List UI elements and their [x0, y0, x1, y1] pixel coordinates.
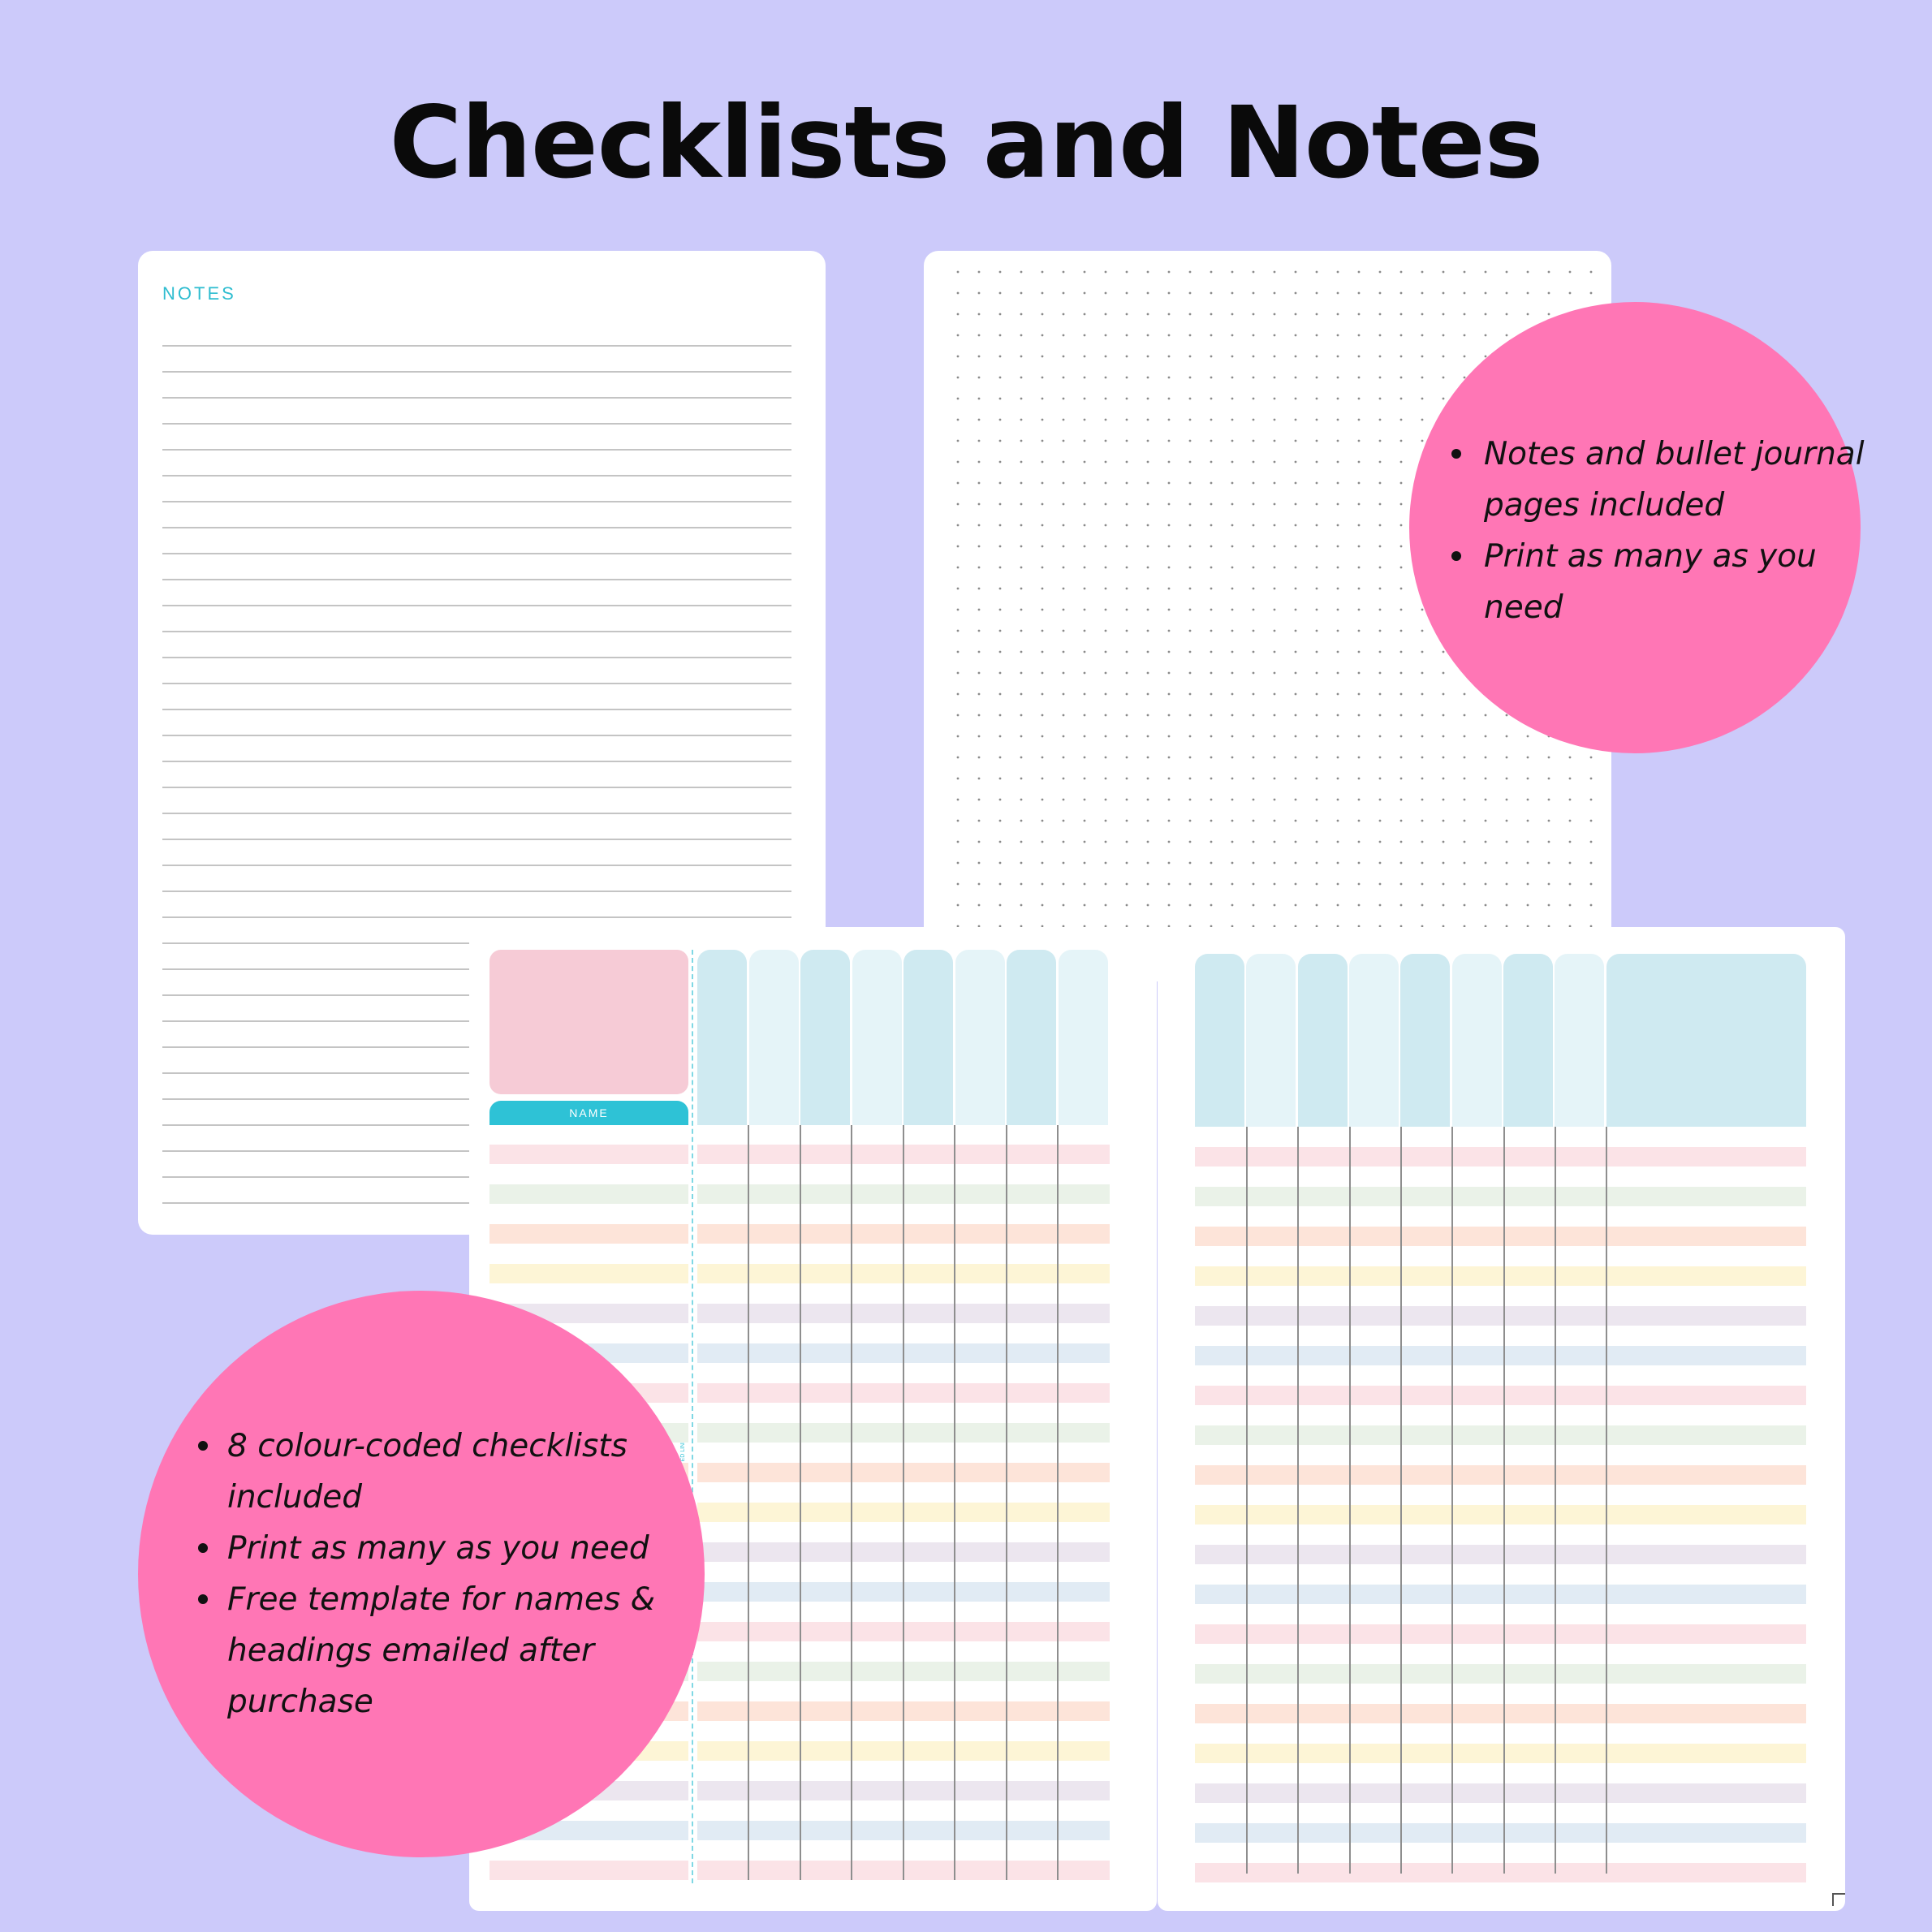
checklist-row [1195, 1425, 1806, 1445]
checklist-row [1195, 1585, 1806, 1604]
ruled-line [162, 631, 791, 632]
photo-placeholder [489, 950, 688, 1094]
header-column [1059, 950, 1108, 1125]
header-column [1246, 954, 1296, 1127]
header-column [1349, 954, 1399, 1127]
header-column [1606, 954, 1806, 1127]
callout-text: Free template for names & headings emailed after purchase [227, 1581, 656, 1720]
column-divider [954, 1125, 955, 1880]
callout-item [227, 1574, 682, 1727]
checklist-row [1195, 1147, 1806, 1167]
callout-circle-top [1409, 302, 1865, 753]
column-divider [1606, 1127, 1607, 1874]
ruled-line [162, 579, 791, 580]
header-column [800, 950, 850, 1125]
ruled-line [162, 397, 791, 399]
callout-item [1484, 429, 1865, 531]
callout-item [227, 1421, 682, 1523]
bullet-icon [1451, 551, 1461, 561]
checklist-row [1195, 1863, 1806, 1882]
checklist-row [1195, 1545, 1806, 1564]
column-divider [903, 1125, 904, 1880]
crop-mark [1832, 1893, 1845, 1906]
callout-circle-bottom [138, 1291, 705, 1857]
checklist-row [1195, 1823, 1806, 1843]
ruled-line [162, 527, 791, 528]
checklist-page-right [1158, 927, 1845, 1911]
checklist-row [1195, 1465, 1806, 1485]
checklist-row [489, 1861, 688, 1880]
ruled-line [162, 761, 791, 762]
checklist-row [1195, 1386, 1806, 1405]
checklist-row [1195, 1227, 1806, 1246]
header-column [1007, 950, 1056, 1125]
callout-item [227, 1523, 682, 1574]
notes-heading: NOTES [162, 283, 236, 304]
callout-item [1484, 531, 1865, 633]
callout-list-top [1484, 429, 1865, 633]
ruled-line [162, 839, 791, 840]
ruled-line [162, 475, 791, 477]
checklist-row [1195, 1266, 1806, 1286]
checklist-row [1195, 1704, 1806, 1723]
header-column [1195, 954, 1244, 1127]
page-title: Checklists and Notes [389, 85, 1543, 201]
bullet-icon [1451, 449, 1461, 459]
bullet-icon [198, 1543, 208, 1553]
bullet-icon [198, 1441, 208, 1451]
checklist-row [1195, 1744, 1806, 1763]
checklist-row [489, 1264, 688, 1283]
checklist-row [489, 1145, 688, 1164]
checklist-row [1195, 1306, 1806, 1326]
column-divider [748, 1125, 749, 1880]
checklist-row [1195, 1505, 1806, 1524]
ruled-line [162, 735, 791, 736]
ruled-line [162, 371, 791, 373]
column-divider [1057, 1125, 1059, 1880]
ruled-line [162, 423, 791, 425]
ruled-line [162, 709, 791, 710]
ruled-line [162, 501, 791, 502]
ruled-line [162, 657, 791, 658]
callout-text: Print as many as you need [227, 1530, 649, 1567]
ruled-line [162, 683, 791, 684]
ruled-line [162, 891, 791, 892]
header-column [903, 950, 953, 1125]
checklist-row [1195, 1346, 1806, 1365]
column-divider [1400, 1127, 1402, 1874]
checklist-row [489, 1184, 688, 1204]
checklist-row [1195, 1187, 1806, 1206]
header-column [697, 950, 747, 1125]
ruled-line [162, 865, 791, 866]
callout-text: Print as many as you need [1484, 538, 1817, 626]
checklist-row [1195, 1624, 1806, 1644]
checklist-row [1195, 1664, 1806, 1684]
checklist-row [489, 1224, 688, 1244]
header-column [1503, 954, 1553, 1127]
column-divider [1349, 1127, 1351, 1874]
checklist-row [1195, 1783, 1806, 1803]
column-divider [1297, 1127, 1299, 1874]
header-column [1452, 954, 1502, 1127]
ruled-line [162, 813, 791, 814]
ruled-line [162, 787, 791, 788]
name-label: NAME [489, 1101, 688, 1125]
callout-text: 8 colour-coded checklists included [227, 1428, 627, 1516]
column-divider [1246, 1127, 1248, 1874]
column-divider [1006, 1125, 1007, 1880]
header-column [955, 950, 1005, 1125]
header-column [1555, 954, 1604, 1127]
callout-text: Notes and bullet journal pages included [1484, 436, 1865, 524]
header-column [749, 950, 799, 1125]
bullet-icon [198, 1594, 208, 1604]
header-column [852, 950, 902, 1125]
ruled-line [162, 916, 791, 918]
column-divider [1451, 1127, 1453, 1874]
ruled-line [162, 605, 791, 606]
column-divider [851, 1125, 852, 1880]
header-column [1400, 954, 1450, 1127]
ruled-line [162, 553, 791, 554]
header-column [1298, 954, 1348, 1127]
column-divider [1555, 1127, 1556, 1874]
ruled-line [162, 449, 791, 451]
callout-list-bottom [227, 1421, 682, 1727]
column-divider [1503, 1127, 1505, 1874]
column-divider [800, 1125, 801, 1880]
ruled-line [162, 345, 791, 347]
